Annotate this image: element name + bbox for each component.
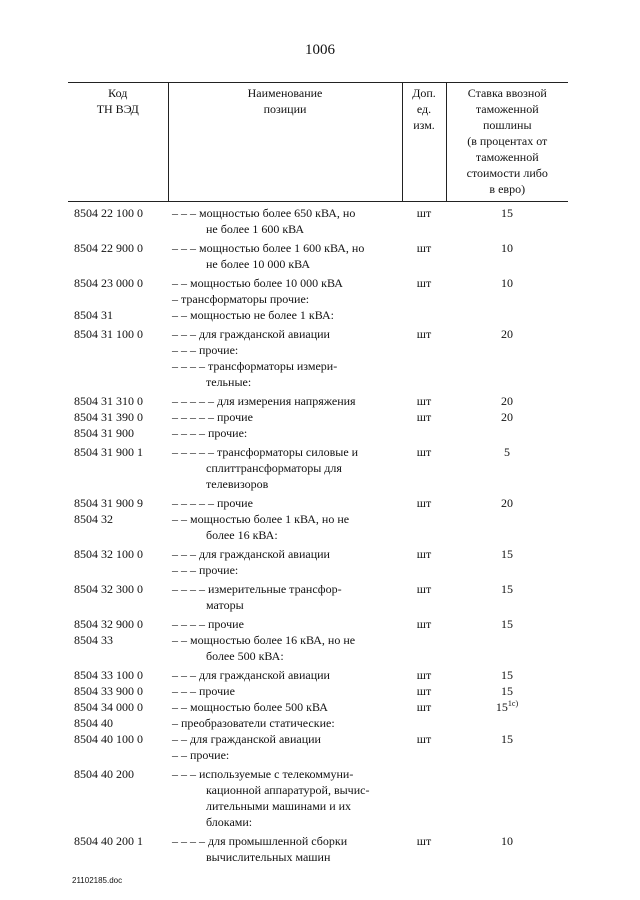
row-description <box>168 307 402 323</box>
row-code <box>68 358 168 390</box>
row-code: 8504 40 <box>74 716 113 730</box>
row-unit <box>402 291 446 307</box>
row-unit: шт <box>416 617 432 631</box>
description-text: для промышленной сборки <box>208 834 348 848</box>
description-text: тельные: <box>206 375 252 389</box>
row-unit: шт <box>416 394 432 408</box>
description-text: прочие <box>217 410 253 424</box>
header-name-line: позиции <box>263 102 307 116</box>
row-description <box>168 613 402 632</box>
description-line <box>172 616 399 632</box>
header-rate-line: (в процентах от <box>467 134 548 148</box>
row-unit <box>402 747 446 763</box>
indent-dashes: – – <box>172 308 187 322</box>
header-name <box>168 83 402 202</box>
tariff-table <box>68 82 568 865</box>
row-rate <box>446 272 568 291</box>
row-unit: шт <box>416 668 432 682</box>
header-rate-line: в евро) <box>489 182 526 196</box>
row-unit <box>402 425 446 441</box>
row-code: 8504 31 <box>74 308 113 322</box>
row-rate <box>446 731 568 747</box>
description-text: не более 1 600 кВА <box>206 222 305 236</box>
row-rate <box>446 492 568 511</box>
description-line <box>172 731 399 747</box>
row-description <box>168 237 402 272</box>
description-line <box>172 849 399 865</box>
table-row <box>68 683 568 699</box>
row-rate <box>446 237 568 272</box>
row-rate <box>446 441 568 492</box>
description-text: сплиттрансформаторы для <box>206 461 342 475</box>
row-rate <box>446 830 568 865</box>
description-text: кационной аппаратурой, вычис- <box>206 783 370 797</box>
row-rate <box>446 543 568 562</box>
table-row <box>68 425 568 441</box>
row-unit <box>402 715 446 731</box>
rate-value: 10 <box>501 276 513 290</box>
description-line <box>172 444 399 460</box>
table-row <box>68 747 568 763</box>
row-unit: шт <box>416 241 432 255</box>
row-rate <box>446 699 568 715</box>
rate-value: 15 <box>501 206 513 220</box>
row-code: 8504 32 900 0 <box>74 617 143 631</box>
row-code <box>68 562 168 578</box>
header-rate-line: Ставка ввозной <box>467 86 547 100</box>
rate-value: 10 <box>501 241 513 255</box>
row-description <box>168 699 402 715</box>
row-unit: шт <box>416 732 432 746</box>
row-rate <box>446 763 568 830</box>
description-text: для гражданской авиации <box>199 668 330 682</box>
description-line <box>172 527 399 543</box>
row-description <box>168 492 402 511</box>
row-code: 8504 31 100 0 <box>74 327 143 341</box>
description-line <box>172 667 399 683</box>
table-row <box>68 237 568 272</box>
row-unit: шт <box>416 582 432 596</box>
table-row <box>68 763 568 830</box>
row-code: 8504 40 200 <box>74 767 134 781</box>
header-code-line: Код <box>108 86 128 100</box>
row-code <box>68 291 168 307</box>
indent-dashes: – – – – – <box>172 496 214 510</box>
description-text: трансформаторы прочие: <box>181 292 310 306</box>
table-row <box>68 664 568 683</box>
row-unit <box>402 307 446 323</box>
row-description <box>168 747 402 763</box>
row-unit <box>402 358 446 390</box>
description-line <box>172 581 399 597</box>
description-line <box>172 205 399 221</box>
description-text: мощностью более 16 кВА, но не <box>190 633 356 647</box>
row-description <box>168 578 402 613</box>
row-unit <box>402 562 446 578</box>
table-row <box>68 632 568 664</box>
row-code: 8504 22 900 0 <box>74 241 143 255</box>
description-line <box>172 374 399 390</box>
description-text: телевизоров <box>206 477 269 491</box>
row-code: 8504 33 900 0 <box>74 684 143 698</box>
row-code <box>68 747 168 763</box>
row-unit: шт <box>416 547 432 561</box>
table-row <box>68 715 568 731</box>
header-unit <box>402 83 446 202</box>
table-row <box>68 272 568 291</box>
indent-dashes: – – – – <box>172 834 205 848</box>
row-description <box>168 511 402 543</box>
table-row <box>68 492 568 511</box>
description-text: мощностью более 10 000 кВА <box>190 276 343 290</box>
row-rate <box>446 409 568 425</box>
rate-value: 15 <box>501 547 513 561</box>
row-description <box>168 731 402 747</box>
rate-value: 15 <box>501 582 513 596</box>
row-description <box>168 562 402 578</box>
row-unit <box>402 632 446 664</box>
table-body <box>68 202 568 866</box>
description-line <box>172 307 399 323</box>
indent-dashes: – <box>172 292 178 306</box>
row-description <box>168 425 402 441</box>
indent-dashes: – – <box>172 700 187 714</box>
description-line <box>172 632 399 648</box>
table-row <box>68 543 568 562</box>
header-code-line: ТН ВЭД <box>96 102 139 116</box>
table-row <box>68 307 568 323</box>
description-line <box>172 597 399 613</box>
table-row <box>68 323 568 342</box>
table-row <box>68 342 568 358</box>
row-unit <box>402 511 446 543</box>
table-row <box>68 613 568 632</box>
description-line <box>172 409 399 425</box>
description-text: мощностью более 500 кВА <box>190 700 328 714</box>
row-code: 8504 32 <box>74 512 113 526</box>
header-rate-line: таможенной <box>475 102 539 116</box>
footer-filename: 21102185.doc <box>72 876 123 885</box>
table-row <box>68 441 568 492</box>
description-text: не более 10 000 кВА <box>206 257 311 271</box>
row-code: 8504 31 310 0 <box>74 394 143 408</box>
rate-value: 15 <box>501 732 513 746</box>
header-rate-line: стоимости либо <box>466 166 548 180</box>
description-text: маторы <box>206 598 244 612</box>
description-line <box>172 782 399 798</box>
description-line <box>172 766 399 782</box>
description-line <box>172 460 399 476</box>
table-row <box>68 202 568 238</box>
row-code: 8504 32 100 0 <box>74 547 143 561</box>
row-unit: шт <box>416 410 432 424</box>
description-text: более 500 кВА: <box>206 649 284 663</box>
table-row <box>68 390 568 409</box>
row-unit: шт <box>416 276 432 290</box>
row-rate <box>446 562 568 578</box>
rate-value: 15 <box>501 684 513 698</box>
description-text: для измерения напряжения <box>217 394 356 408</box>
row-code: 8504 32 300 0 <box>74 582 143 596</box>
description-line <box>172 546 399 562</box>
indent-dashes: – – – <box>172 343 196 357</box>
rate-value: 15 <box>501 617 513 631</box>
row-code: 8504 33 100 0 <box>74 668 143 682</box>
description-text: прочие: <box>199 343 239 357</box>
indent-dashes: – – – <box>172 767 196 781</box>
row-description <box>168 272 402 291</box>
row-code: 8504 40 200 1 <box>74 834 143 848</box>
row-description <box>168 543 402 562</box>
row-unit: шт <box>416 206 432 220</box>
description-text: прочие: <box>199 563 239 577</box>
description-line <box>172 699 399 715</box>
row-rate <box>446 511 568 543</box>
description-text: трансформаторы измери- <box>208 359 338 373</box>
description-text: вычислительных машин <box>206 850 331 864</box>
row-rate <box>446 664 568 683</box>
description-line <box>172 393 399 409</box>
indent-dashes: – – <box>172 512 187 526</box>
row-code: 8504 31 390 0 <box>74 410 143 424</box>
row-description <box>168 358 402 390</box>
row-rate <box>446 291 568 307</box>
table-row <box>68 731 568 747</box>
description-line <box>172 275 399 291</box>
row-code: 8504 31 900 <box>74 426 134 440</box>
row-unit: шт <box>416 684 432 698</box>
row-rate <box>446 425 568 441</box>
indent-dashes: – – – – – <box>172 445 214 459</box>
description-text: измерительные трансфор- <box>208 582 342 596</box>
row-unit: шт <box>416 700 432 714</box>
row-rate <box>446 578 568 613</box>
indent-dashes: – – – <box>172 668 196 682</box>
row-description <box>168 202 402 238</box>
row-rate <box>446 632 568 664</box>
row-rate <box>446 323 568 342</box>
row-rate <box>446 358 568 390</box>
indent-dashes: – – – – <box>172 426 205 440</box>
indent-dashes: – – – – <box>172 582 205 596</box>
header-name-line: Наименование <box>247 86 323 100</box>
description-text: преобразователи статические: <box>181 716 335 730</box>
description-text: мощностью не более 1 кВА: <box>190 308 334 322</box>
row-code <box>68 342 168 358</box>
header-unit-line: ед. <box>416 102 432 116</box>
indent-dashes: – – <box>172 732 187 746</box>
description-text: мощностью более 650 кВА, но <box>199 206 356 220</box>
description-text: трансформаторы силовые и <box>217 445 359 459</box>
table-row <box>68 830 568 865</box>
description-text: мощностью более 1 кВА, но не <box>190 512 350 526</box>
indent-dashes: – – – <box>172 684 196 698</box>
table-row <box>68 699 568 715</box>
indent-dashes: – – – – <box>172 359 205 373</box>
rate-value: 15 <box>495 700 508 714</box>
indent-dashes: – – – <box>172 547 196 561</box>
row-rate <box>446 342 568 358</box>
rate-value: 10 <box>501 834 513 848</box>
row-description <box>168 632 402 664</box>
description-line <box>172 358 399 374</box>
row-rate <box>446 715 568 731</box>
header-code <box>68 83 168 202</box>
description-line <box>172 833 399 849</box>
table-row <box>68 511 568 543</box>
description-line <box>172 476 399 492</box>
indent-dashes: – <box>172 716 178 730</box>
description-line <box>172 240 399 256</box>
header-rate-line: пошлины <box>482 118 532 132</box>
row-description <box>168 683 402 699</box>
description-line <box>172 326 399 342</box>
row-description <box>168 715 402 731</box>
row-description <box>168 291 402 307</box>
description-text: для гражданской авиации <box>199 547 330 561</box>
indent-dashes: – – – – – <box>172 394 214 408</box>
description-text: блоками: <box>206 815 253 829</box>
row-description <box>168 323 402 342</box>
description-line <box>172 648 399 664</box>
indent-dashes: – – – <box>172 563 196 577</box>
row-unit <box>402 342 446 358</box>
description-text: используемые с телекоммуни- <box>199 767 354 781</box>
description-line <box>172 747 399 763</box>
table-row <box>68 358 568 390</box>
description-line <box>172 798 399 814</box>
header-rate-line: таможенной <box>475 150 539 164</box>
row-description <box>168 342 402 358</box>
indent-dashes: – – <box>172 633 187 647</box>
description-line <box>172 291 399 307</box>
rate-value: 20 <box>501 394 513 408</box>
row-unit: шт <box>416 496 432 510</box>
row-rate <box>446 747 568 763</box>
row-code: 8504 22 100 0 <box>74 206 143 220</box>
description-line <box>172 562 399 578</box>
header-unit-line: изм. <box>413 118 435 132</box>
description-line <box>172 425 399 441</box>
rate-value: 20 <box>501 410 513 424</box>
row-code: 8504 40 100 0 <box>74 732 143 746</box>
indent-dashes: – – <box>172 276 187 290</box>
row-description <box>168 390 402 409</box>
row-rate <box>446 390 568 409</box>
header-rate <box>446 83 568 202</box>
description-line <box>172 342 399 358</box>
row-unit: шт <box>416 445 432 459</box>
row-rate <box>446 683 568 699</box>
row-code: 8504 31 900 9 <box>74 496 143 510</box>
row-code: 8504 33 <box>74 633 113 647</box>
row-description <box>168 664 402 683</box>
description-text: прочие <box>217 496 253 510</box>
row-description <box>168 763 402 830</box>
description-text: мощностью более 1 600 кВА, но <box>199 241 365 255</box>
indent-dashes: – – – – – <box>172 410 214 424</box>
description-text: прочие <box>199 684 235 698</box>
rate-footnote: 1с) <box>507 699 519 708</box>
description-line <box>172 511 399 527</box>
indent-dashes: – – <box>172 748 187 762</box>
table-row <box>68 291 568 307</box>
description-line <box>172 256 399 272</box>
table-row <box>68 578 568 613</box>
table-header <box>68 83 568 202</box>
description-line <box>172 495 399 511</box>
description-text: прочие <box>208 617 244 631</box>
rate-value: 5 <box>504 445 510 459</box>
description-line <box>172 221 399 237</box>
row-description <box>168 441 402 492</box>
indent-dashes: – – – <box>172 206 196 220</box>
row-code: 8504 23 000 0 <box>74 276 143 290</box>
description-text: прочие: <box>208 426 248 440</box>
row-rate <box>446 307 568 323</box>
table-row <box>68 562 568 578</box>
description-line <box>172 715 399 731</box>
indent-dashes: – – – – <box>172 617 205 631</box>
description-text: прочие: <box>190 748 230 762</box>
indent-dashes: – – – <box>172 241 196 255</box>
row-unit <box>402 763 446 830</box>
rate-value: 20 <box>501 327 513 341</box>
description-text: для гражданской авиации <box>190 732 321 746</box>
indent-dashes: – – – <box>172 327 196 341</box>
description-text: лительными машинами и их <box>206 799 352 813</box>
row-description <box>168 830 402 865</box>
row-rate <box>446 613 568 632</box>
rate-value: 15 <box>501 668 513 682</box>
row-unit: шт <box>416 834 432 848</box>
rate-value: 20 <box>501 496 513 510</box>
table-row <box>68 409 568 425</box>
description-line <box>172 814 399 830</box>
description-text: более 16 кВА: <box>206 528 278 542</box>
description-text: для гражданской авиации <box>199 327 330 341</box>
row-code: 8504 31 900 1 <box>74 445 143 459</box>
row-unit: шт <box>416 327 432 341</box>
page-number: 1006 <box>305 42 335 58</box>
description-line <box>172 683 399 699</box>
header-unit-line: Доп. <box>412 86 436 100</box>
row-description <box>168 409 402 425</box>
row-code: 8504 34 000 0 <box>74 700 143 714</box>
row-rate <box>446 202 568 238</box>
